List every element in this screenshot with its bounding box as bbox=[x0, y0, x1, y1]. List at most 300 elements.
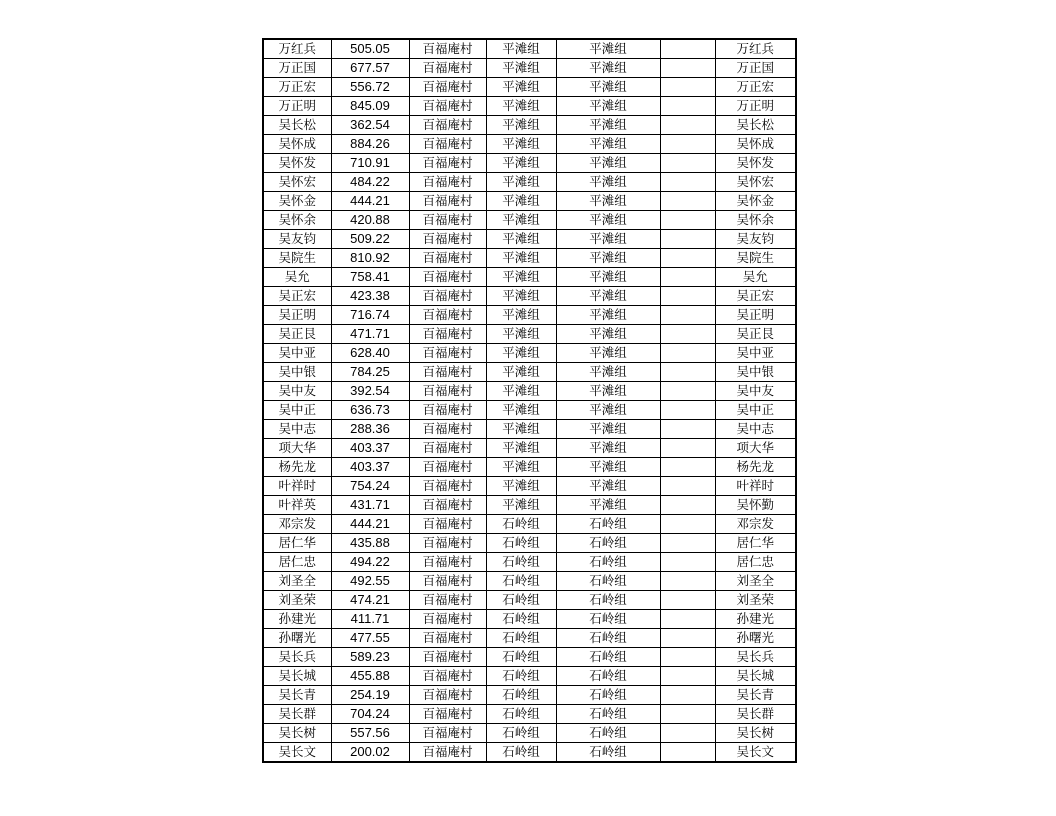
blank-cell bbox=[660, 458, 715, 477]
group-cell-2: 石岭组 bbox=[556, 591, 660, 610]
name-cell: 孙建光 bbox=[263, 610, 331, 629]
blank-cell bbox=[660, 553, 715, 572]
table-row bbox=[263, 458, 796, 477]
name-cell: 刘圣全 bbox=[263, 572, 331, 591]
name-cell-2: 吴长群 bbox=[715, 705, 796, 724]
table-row bbox=[263, 59, 796, 78]
amount-cell: 435.88 bbox=[331, 534, 409, 553]
village-cell: 百福庵村 bbox=[409, 629, 486, 648]
blank-cell bbox=[660, 135, 715, 154]
village-cell: 百福庵村 bbox=[409, 249, 486, 268]
amount-cell: 392.54 bbox=[331, 382, 409, 401]
village-cell: 百福庵村 bbox=[409, 306, 486, 325]
village-cell: 百福庵村 bbox=[409, 534, 486, 553]
blank-cell bbox=[660, 648, 715, 667]
name-cell: 吴怀金 bbox=[263, 192, 331, 211]
name-cell-2: 吴怀成 bbox=[715, 135, 796, 154]
name-cell: 叶祥时 bbox=[263, 477, 331, 496]
village-cell: 百福庵村 bbox=[409, 591, 486, 610]
table-row bbox=[263, 39, 796, 59]
village-cell: 百福庵村 bbox=[409, 230, 486, 249]
name-cell-2: 叶祥时 bbox=[715, 477, 796, 496]
blank-cell bbox=[660, 325, 715, 344]
village-cell: 百福庵村 bbox=[409, 667, 486, 686]
name-cell: 万正宏 bbox=[263, 78, 331, 97]
table-row bbox=[263, 572, 796, 591]
amount-cell: 636.73 bbox=[331, 401, 409, 420]
blank-cell bbox=[660, 382, 715, 401]
table-row bbox=[263, 591, 796, 610]
group-cell-2: 平滩组 bbox=[556, 97, 660, 116]
name-cell: 吴中正 bbox=[263, 401, 331, 420]
village-cell: 百福庵村 bbox=[409, 78, 486, 97]
name-cell: 万正明 bbox=[263, 97, 331, 116]
blank-cell bbox=[660, 306, 715, 325]
name-cell-2: 吴正艮 bbox=[715, 325, 796, 344]
amount-cell: 784.25 bbox=[331, 363, 409, 382]
name-cell: 孙曙光 bbox=[263, 629, 331, 648]
group-cell-2: 石岭组 bbox=[556, 629, 660, 648]
name-cell-2: 吴怀金 bbox=[715, 192, 796, 211]
amount-cell: 444.21 bbox=[331, 515, 409, 534]
name-cell: 吴怀宏 bbox=[263, 173, 331, 192]
amount-cell: 474.21 bbox=[331, 591, 409, 610]
group-cell-2: 平滩组 bbox=[556, 363, 660, 382]
village-cell: 百福庵村 bbox=[409, 610, 486, 629]
table-row bbox=[263, 249, 796, 268]
amount-cell: 589.23 bbox=[331, 648, 409, 667]
group-cell-2: 平滩组 bbox=[556, 249, 660, 268]
amount-cell: 556.72 bbox=[331, 78, 409, 97]
group-cell: 平滩组 bbox=[486, 420, 556, 439]
amount-cell: 716.74 bbox=[331, 306, 409, 325]
group-cell: 平滩组 bbox=[486, 116, 556, 135]
name-cell-2: 孙曙光 bbox=[715, 629, 796, 648]
name-cell: 吴正艮 bbox=[263, 325, 331, 344]
village-cell: 百福庵村 bbox=[409, 686, 486, 705]
group-cell-2: 平滩组 bbox=[556, 439, 660, 458]
data-table bbox=[262, 38, 797, 763]
amount-cell: 710.91 bbox=[331, 154, 409, 173]
name-cell-2: 吴中正 bbox=[715, 401, 796, 420]
table-row bbox=[263, 154, 796, 173]
table-row bbox=[263, 325, 796, 344]
name-cell: 吴长城 bbox=[263, 667, 331, 686]
name-cell: 吴正宏 bbox=[263, 287, 331, 306]
table-row bbox=[263, 401, 796, 420]
name-cell: 吴怀发 bbox=[263, 154, 331, 173]
table-row bbox=[263, 496, 796, 515]
group-cell: 石岭组 bbox=[486, 743, 556, 763]
group-cell: 石岭组 bbox=[486, 572, 556, 591]
name-cell-2: 吴中志 bbox=[715, 420, 796, 439]
blank-cell bbox=[660, 287, 715, 306]
amount-cell: 420.88 bbox=[331, 211, 409, 230]
amount-cell: 884.26 bbox=[331, 135, 409, 154]
name-cell: 居仁忠 bbox=[263, 553, 331, 572]
name-cell-2: 吴怀宏 bbox=[715, 173, 796, 192]
blank-cell bbox=[660, 667, 715, 686]
group-cell: 平滩组 bbox=[486, 306, 556, 325]
group-cell-2: 平滩组 bbox=[556, 458, 660, 477]
group-cell-2: 平滩组 bbox=[556, 287, 660, 306]
group-cell-2: 石岭组 bbox=[556, 705, 660, 724]
name-cell-2: 刘圣全 bbox=[715, 572, 796, 591]
group-cell-2: 石岭组 bbox=[556, 610, 660, 629]
village-cell: 百福庵村 bbox=[409, 192, 486, 211]
blank-cell bbox=[660, 97, 715, 116]
amount-cell: 677.57 bbox=[331, 59, 409, 78]
group-cell-2: 平滩组 bbox=[556, 78, 660, 97]
name-cell: 邓宗发 bbox=[263, 515, 331, 534]
group-cell-2: 石岭组 bbox=[556, 515, 660, 534]
name-cell: 居仁华 bbox=[263, 534, 331, 553]
group-cell: 石岭组 bbox=[486, 629, 556, 648]
table-row bbox=[263, 667, 796, 686]
village-cell: 百福庵村 bbox=[409, 724, 486, 743]
group-cell-2: 平滩组 bbox=[556, 192, 660, 211]
name-cell-2: 吴中友 bbox=[715, 382, 796, 401]
table-row bbox=[263, 306, 796, 325]
group-cell-2: 石岭组 bbox=[556, 553, 660, 572]
table-row bbox=[263, 477, 796, 496]
table-body bbox=[263, 39, 796, 762]
name-cell: 吴长松 bbox=[263, 116, 331, 135]
village-cell: 百福庵村 bbox=[409, 154, 486, 173]
amount-cell: 758.41 bbox=[331, 268, 409, 287]
name-cell-2: 邓宗发 bbox=[715, 515, 796, 534]
amount-cell: 471.71 bbox=[331, 325, 409, 344]
blank-cell bbox=[660, 173, 715, 192]
name-cell-2: 吴允 bbox=[715, 268, 796, 287]
group-cell: 石岭组 bbox=[486, 515, 556, 534]
blank-cell bbox=[660, 268, 715, 287]
village-cell: 百福庵村 bbox=[409, 648, 486, 667]
name-cell: 吴长文 bbox=[263, 743, 331, 763]
name-cell-2: 吴长青 bbox=[715, 686, 796, 705]
name-cell: 叶祥英 bbox=[263, 496, 331, 515]
amount-cell: 505.05 bbox=[331, 39, 409, 59]
table-row bbox=[263, 78, 796, 97]
blank-cell bbox=[660, 724, 715, 743]
group-cell-2: 石岭组 bbox=[556, 667, 660, 686]
blank-cell bbox=[660, 116, 715, 135]
village-cell: 百福庵村 bbox=[409, 268, 486, 287]
village-cell: 百福庵村 bbox=[409, 211, 486, 230]
village-cell: 百福庵村 bbox=[409, 496, 486, 515]
amount-cell: 509.22 bbox=[331, 230, 409, 249]
group-cell: 石岭组 bbox=[486, 724, 556, 743]
name-cell: 吴中亚 bbox=[263, 344, 331, 363]
group-cell-2: 石岭组 bbox=[556, 724, 660, 743]
group-cell: 石岭组 bbox=[486, 534, 556, 553]
amount-cell: 492.55 bbox=[331, 572, 409, 591]
table-row bbox=[263, 439, 796, 458]
table-row bbox=[263, 268, 796, 287]
blank-cell bbox=[660, 572, 715, 591]
group-cell-2: 石岭组 bbox=[556, 686, 660, 705]
amount-cell: 403.37 bbox=[331, 439, 409, 458]
blank-cell bbox=[660, 192, 715, 211]
group-cell-2: 石岭组 bbox=[556, 572, 660, 591]
group-cell: 平滩组 bbox=[486, 268, 556, 287]
group-cell: 平滩组 bbox=[486, 344, 556, 363]
table-row bbox=[263, 287, 796, 306]
name-cell: 吴长青 bbox=[263, 686, 331, 705]
blank-cell bbox=[660, 363, 715, 382]
amount-cell: 411.71 bbox=[331, 610, 409, 629]
group-cell: 石岭组 bbox=[486, 610, 556, 629]
group-cell-2: 平滩组 bbox=[556, 344, 660, 363]
name-cell-2: 吴中银 bbox=[715, 363, 796, 382]
amount-cell: 444.21 bbox=[331, 192, 409, 211]
group-cell: 平滩组 bbox=[486, 287, 556, 306]
name-cell-2: 吴友钧 bbox=[715, 230, 796, 249]
village-cell: 百福庵村 bbox=[409, 420, 486, 439]
blank-cell bbox=[660, 420, 715, 439]
table-row bbox=[263, 382, 796, 401]
amount-cell: 557.56 bbox=[331, 724, 409, 743]
table-row bbox=[263, 116, 796, 135]
group-cell: 平滩组 bbox=[486, 97, 556, 116]
group-cell-2: 平滩组 bbox=[556, 59, 660, 78]
group-cell-2: 平滩组 bbox=[556, 268, 660, 287]
group-cell-2: 平滩组 bbox=[556, 135, 660, 154]
blank-cell bbox=[660, 686, 715, 705]
name-cell: 吴怀成 bbox=[263, 135, 331, 154]
name-cell-2: 吴正明 bbox=[715, 306, 796, 325]
group-cell: 石岭组 bbox=[486, 591, 556, 610]
group-cell: 石岭组 bbox=[486, 648, 556, 667]
group-cell: 平滩组 bbox=[486, 230, 556, 249]
table-row bbox=[263, 363, 796, 382]
name-cell-2: 吴正宏 bbox=[715, 287, 796, 306]
group-cell: 石岭组 bbox=[486, 686, 556, 705]
amount-cell: 455.88 bbox=[331, 667, 409, 686]
amount-cell: 200.02 bbox=[331, 743, 409, 763]
name-cell: 吴院生 bbox=[263, 249, 331, 268]
blank-cell bbox=[660, 344, 715, 363]
name-cell: 吴中友 bbox=[263, 382, 331, 401]
name-cell-2: 吴中亚 bbox=[715, 344, 796, 363]
table-row bbox=[263, 610, 796, 629]
blank-cell bbox=[660, 515, 715, 534]
group-cell-2: 平滩组 bbox=[556, 496, 660, 515]
village-cell: 百福庵村 bbox=[409, 743, 486, 763]
table-row bbox=[263, 515, 796, 534]
name-cell: 吴中银 bbox=[263, 363, 331, 382]
name-cell-2: 万正明 bbox=[715, 97, 796, 116]
table-row bbox=[263, 534, 796, 553]
amount-cell: 494.22 bbox=[331, 553, 409, 572]
name-cell: 万正国 bbox=[263, 59, 331, 78]
group-cell: 平滩组 bbox=[486, 363, 556, 382]
amount-cell: 484.22 bbox=[331, 173, 409, 192]
amount-cell: 431.71 bbox=[331, 496, 409, 515]
group-cell-2: 石岭组 bbox=[556, 743, 660, 763]
name-cell-2: 居仁华 bbox=[715, 534, 796, 553]
blank-cell bbox=[660, 591, 715, 610]
table-row bbox=[263, 173, 796, 192]
group-cell: 石岭组 bbox=[486, 667, 556, 686]
table-row bbox=[263, 97, 796, 116]
amount-cell: 403.37 bbox=[331, 458, 409, 477]
group-cell-2: 平滩组 bbox=[556, 116, 660, 135]
group-cell: 平滩组 bbox=[486, 325, 556, 344]
group-cell: 平滩组 bbox=[486, 39, 556, 59]
group-cell-2: 平滩组 bbox=[556, 401, 660, 420]
blank-cell bbox=[660, 629, 715, 648]
group-cell: 平滩组 bbox=[486, 382, 556, 401]
group-cell-2: 平滩组 bbox=[556, 306, 660, 325]
group-cell: 平滩组 bbox=[486, 211, 556, 230]
group-cell: 平滩组 bbox=[486, 173, 556, 192]
name-cell-2: 吴长松 bbox=[715, 116, 796, 135]
amount-cell: 810.92 bbox=[331, 249, 409, 268]
table-row bbox=[263, 135, 796, 154]
group-cell: 平滩组 bbox=[486, 401, 556, 420]
group-cell: 平滩组 bbox=[486, 249, 556, 268]
blank-cell bbox=[660, 477, 715, 496]
group-cell: 石岭组 bbox=[486, 553, 556, 572]
blank-cell bbox=[660, 154, 715, 173]
name-cell: 杨先龙 bbox=[263, 458, 331, 477]
table-row bbox=[263, 230, 796, 249]
village-cell: 百福庵村 bbox=[409, 477, 486, 496]
amount-cell: 362.54 bbox=[331, 116, 409, 135]
blank-cell bbox=[660, 249, 715, 268]
group-cell-2: 平滩组 bbox=[556, 230, 660, 249]
village-cell: 百福庵村 bbox=[409, 135, 486, 154]
amount-cell: 704.24 bbox=[331, 705, 409, 724]
name-cell: 项大华 bbox=[263, 439, 331, 458]
group-cell: 平滩组 bbox=[486, 59, 556, 78]
group-cell-2: 石岭组 bbox=[556, 534, 660, 553]
village-cell: 百福庵村 bbox=[409, 401, 486, 420]
village-cell: 百福庵村 bbox=[409, 173, 486, 192]
group-cell: 平滩组 bbox=[486, 135, 556, 154]
village-cell: 百福庵村 bbox=[409, 363, 486, 382]
name-cell: 刘圣荣 bbox=[263, 591, 331, 610]
blank-cell bbox=[660, 705, 715, 724]
name-cell-2: 万红兵 bbox=[715, 39, 796, 59]
name-cell-2: 万正国 bbox=[715, 59, 796, 78]
name-cell-2: 万正宏 bbox=[715, 78, 796, 97]
blank-cell bbox=[660, 534, 715, 553]
group-cell: 平滩组 bbox=[486, 496, 556, 515]
amount-cell: 423.38 bbox=[331, 287, 409, 306]
name-cell: 吴允 bbox=[263, 268, 331, 287]
village-cell: 百福庵村 bbox=[409, 97, 486, 116]
name-cell-2: 吴长兵 bbox=[715, 648, 796, 667]
table-row bbox=[263, 553, 796, 572]
amount-cell: 754.24 bbox=[331, 477, 409, 496]
group-cell-2: 平滩组 bbox=[556, 211, 660, 230]
group-cell: 平滩组 bbox=[486, 78, 556, 97]
blank-cell bbox=[660, 39, 715, 59]
village-cell: 百福庵村 bbox=[409, 439, 486, 458]
group-cell-2: 平滩组 bbox=[556, 382, 660, 401]
village-cell: 百福庵村 bbox=[409, 39, 486, 59]
group-cell: 石岭组 bbox=[486, 705, 556, 724]
village-cell: 百福庵村 bbox=[409, 553, 486, 572]
name-cell-2: 杨先龙 bbox=[715, 458, 796, 477]
name-cell-2: 居仁忠 bbox=[715, 553, 796, 572]
group-cell-2: 平滩组 bbox=[556, 39, 660, 59]
village-cell: 百福庵村 bbox=[409, 515, 486, 534]
blank-cell bbox=[660, 211, 715, 230]
name-cell: 吴长群 bbox=[263, 705, 331, 724]
group-cell: 平滩组 bbox=[486, 439, 556, 458]
blank-cell bbox=[660, 59, 715, 78]
name-cell: 吴友钧 bbox=[263, 230, 331, 249]
name-cell: 吴长兵 bbox=[263, 648, 331, 667]
table-row bbox=[263, 686, 796, 705]
name-cell-2: 吴长城 bbox=[715, 667, 796, 686]
table-row bbox=[263, 344, 796, 363]
table-row bbox=[263, 743, 796, 763]
name-cell-2: 吴怀发 bbox=[715, 154, 796, 173]
village-cell: 百福庵村 bbox=[409, 325, 486, 344]
amount-cell: 628.40 bbox=[331, 344, 409, 363]
village-cell: 百福庵村 bbox=[409, 458, 486, 477]
table-row bbox=[263, 629, 796, 648]
name-cell-2: 孙建光 bbox=[715, 610, 796, 629]
group-cell: 平滩组 bbox=[486, 477, 556, 496]
blank-cell bbox=[660, 439, 715, 458]
name-cell-2: 吴院生 bbox=[715, 249, 796, 268]
group-cell-2: 平滩组 bbox=[556, 325, 660, 344]
village-cell: 百福庵村 bbox=[409, 344, 486, 363]
amount-cell: 288.36 bbox=[331, 420, 409, 439]
amount-cell: 477.55 bbox=[331, 629, 409, 648]
blank-cell bbox=[660, 78, 715, 97]
name-cell-2: 吴长文 bbox=[715, 743, 796, 763]
name-cell: 吴怀余 bbox=[263, 211, 331, 230]
village-cell: 百福庵村 bbox=[409, 287, 486, 306]
name-cell: 吴长树 bbox=[263, 724, 331, 743]
name-cell-2: 项大华 bbox=[715, 439, 796, 458]
table-row bbox=[263, 192, 796, 211]
amount-cell: 845.09 bbox=[331, 97, 409, 116]
table-row bbox=[263, 648, 796, 667]
group-cell: 平滩组 bbox=[486, 154, 556, 173]
name-cell-2: 吴怀余 bbox=[715, 211, 796, 230]
group-cell: 平滩组 bbox=[486, 458, 556, 477]
village-cell: 百福庵村 bbox=[409, 59, 486, 78]
group-cell-2: 平滩组 bbox=[556, 154, 660, 173]
table-row bbox=[263, 724, 796, 743]
table-row bbox=[263, 705, 796, 724]
group-cell-2: 石岭组 bbox=[556, 648, 660, 667]
village-cell: 百福庵村 bbox=[409, 382, 486, 401]
table-row bbox=[263, 420, 796, 439]
name-cell-2: 吴怀勤 bbox=[715, 496, 796, 515]
blank-cell bbox=[660, 496, 715, 515]
amount-cell: 254.19 bbox=[331, 686, 409, 705]
village-cell: 百福庵村 bbox=[409, 572, 486, 591]
name-cell: 吴中志 bbox=[263, 420, 331, 439]
village-cell: 百福庵村 bbox=[409, 116, 486, 135]
name-cell: 万红兵 bbox=[263, 39, 331, 59]
blank-cell bbox=[660, 230, 715, 249]
group-cell-2: 平滩组 bbox=[556, 420, 660, 439]
group-cell-2: 平滩组 bbox=[556, 173, 660, 192]
name-cell-2: 吴长树 bbox=[715, 724, 796, 743]
table-row bbox=[263, 211, 796, 230]
blank-cell bbox=[660, 743, 715, 763]
name-cell: 吴正明 bbox=[263, 306, 331, 325]
